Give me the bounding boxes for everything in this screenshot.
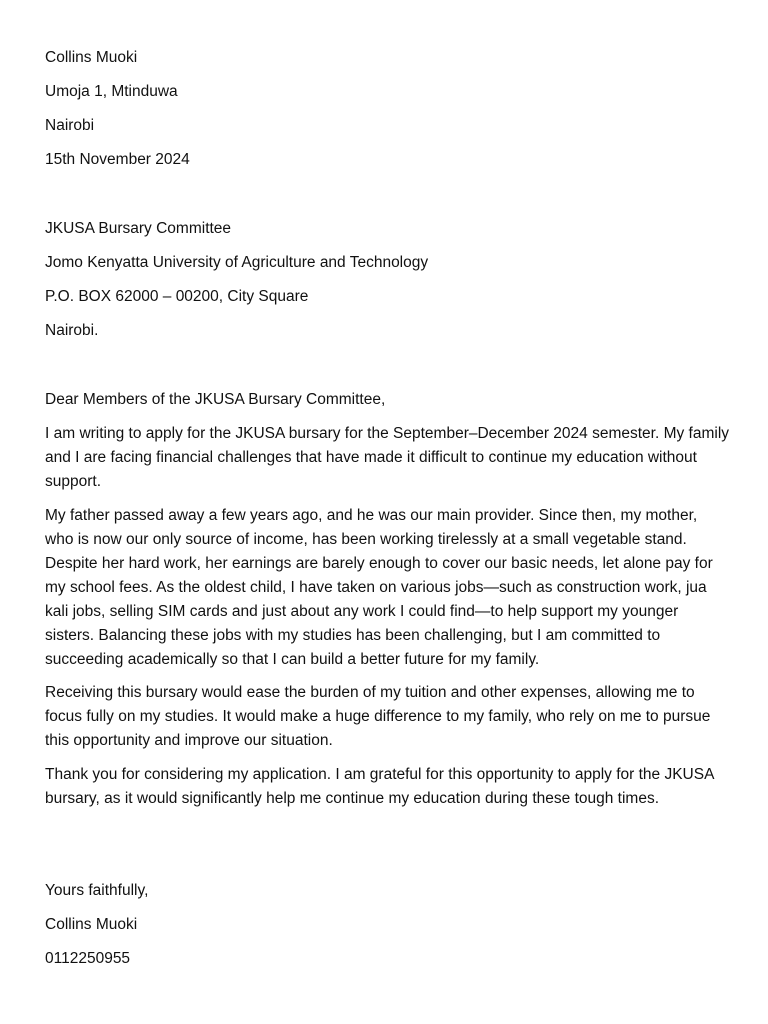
signatory-name: Collins Muoki	[45, 916, 138, 933]
letter-page	[45, 0, 735, 1024]
salutation: Dear Members of the JKUSA Bursary Committee,	[45, 391, 386, 408]
sender-name: Collins Muoki	[45, 49, 138, 66]
recipient-committee: JKUSA Bursary Committee	[45, 220, 232, 237]
body-paragraph-3: Receiving this bursary would ease the burden of my tuition and other expenses, allowing me to focus fully on my studies. It would make a huge difference to my family, who rely on me to pursue this opportunity and improve our situation.	[45, 684, 711, 749]
letter-date: 15th November 2024	[45, 151, 190, 168]
sender-city: Nairobi	[45, 117, 95, 134]
body-paragraph-2: My father passed away a few years ago, and he was our main provider. Since then, my mother, who is now our only source of income, has been working tirelessly at a small vegetable stand. Despite her hard work, her earnings are barely enough to cover our basic needs, let alone pay for my school fees. As the oldest child, I have taken on various jobs—such as construction work, jua kali jobs, selling SIM cards and just about any work I could find—to help support my younger sisters. Balancing these jobs with my studies has been challenging, but I am committed to succeeding academically so that I can build a better future for my family.	[45, 507, 713, 668]
recipient-institution: Jomo Kenyatta University of Agriculture and Technology	[45, 254, 429, 271]
body-paragraph-4: Thank you for considering my application. I am grateful for this opportunity to apply for the JKUSA bursary, as it would significantly help me continue my education during these tough times.	[45, 766, 714, 807]
sign-off: Yours faithfully,	[45, 882, 149, 899]
phone-number: 0112250955	[45, 950, 131, 967]
recipient-po-box: P.O. BOX 62000 – 00200, City Square	[45, 288, 309, 305]
body-paragraph-1: I am writing to apply for the JKUSA bursary for the September–December 2024 semester. My family and I are facing financial challenges that have made it difficult to continue my education without support.	[45, 425, 730, 490]
recipient-city: Nairobi.	[45, 322, 99, 339]
sender-address: Umoja 1, Mtinduwa	[45, 83, 178, 100]
